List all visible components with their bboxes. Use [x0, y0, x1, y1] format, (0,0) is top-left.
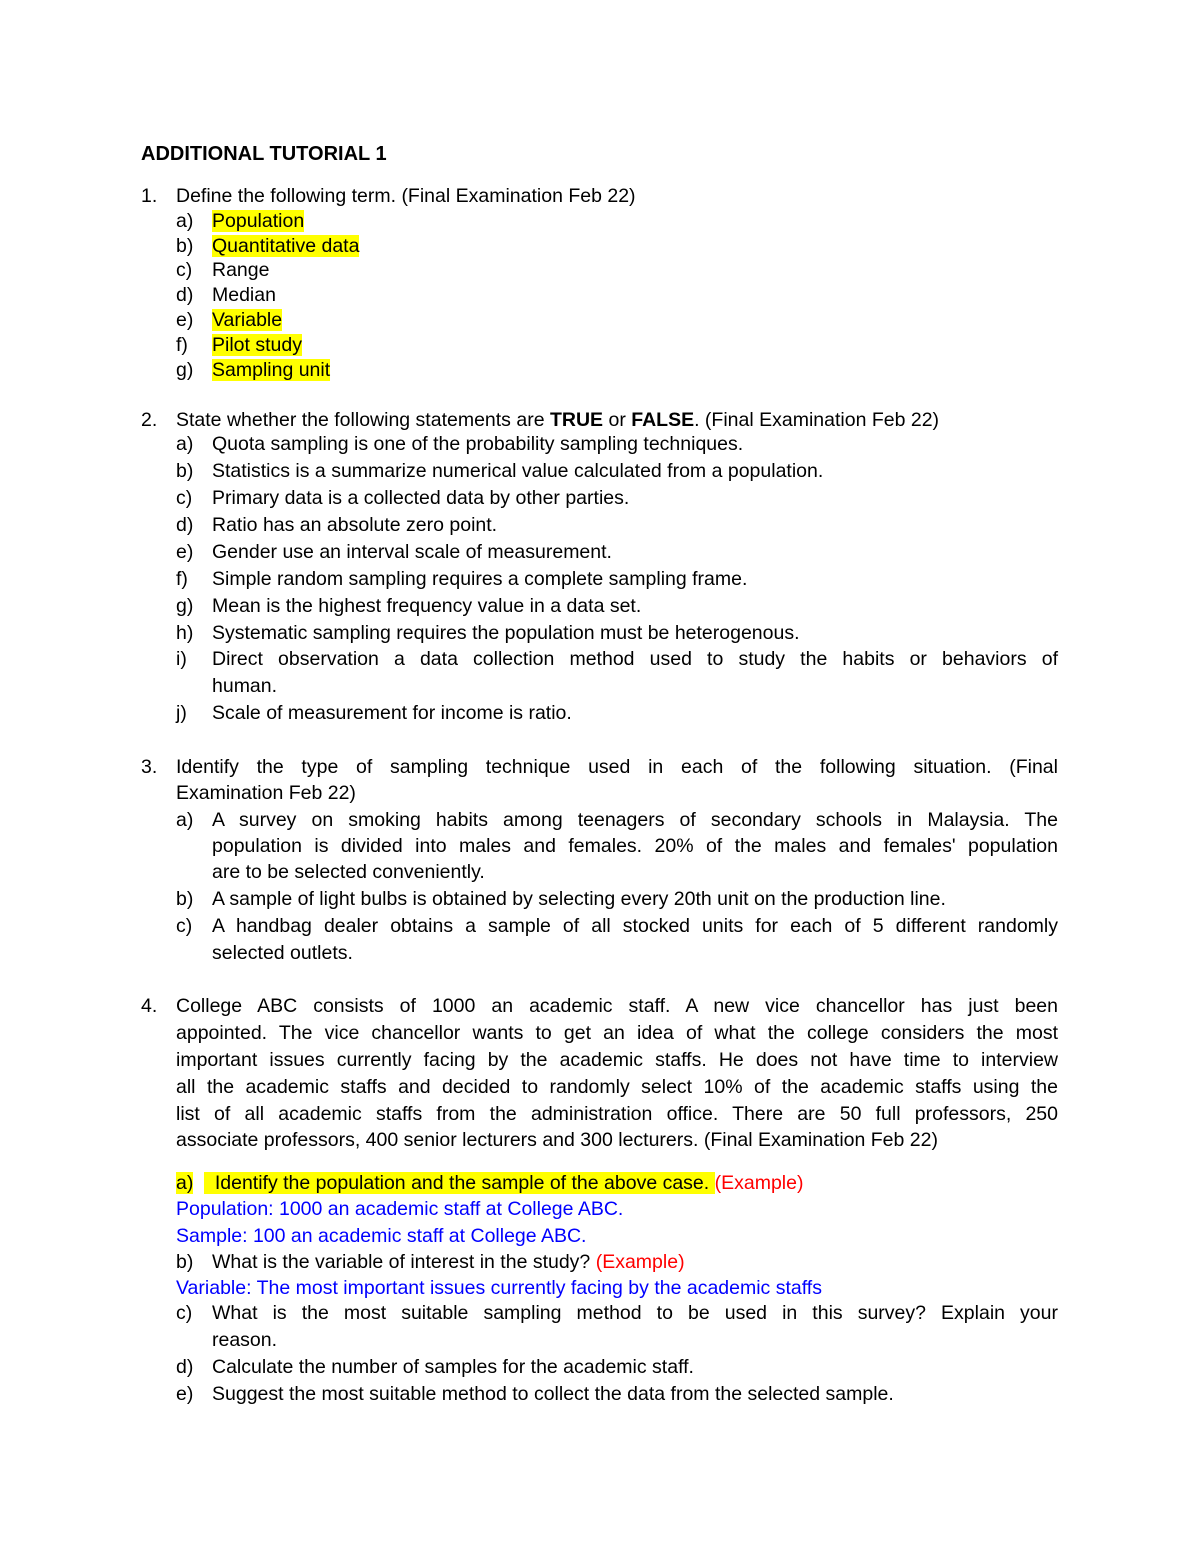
question-text-continued: appointed. The vice chancellor wants to get an idea of what the college considers the most — [176, 1022, 1058, 1044]
item-label: e) — [176, 541, 194, 563]
item-text: Mean is the highest frequency value in a data set. — [212, 595, 642, 617]
item-label: c) — [176, 487, 193, 509]
item-text — [212, 233, 359, 259]
item-text: Primary data is a collected data by other parties. — [212, 487, 630, 509]
question-text-part: . (Final Examination Feb 22) — [694, 409, 940, 431]
question-text: Define the following term. (Final Examination Feb 22) — [176, 185, 636, 207]
item-label: a) — [176, 433, 194, 455]
item-label: e) — [176, 309, 194, 331]
item-text: A handbag dealer obtains a sample of all stocked units for each of 5 different randomly — [212, 915, 1058, 937]
item-text: Gender use an interval scale of measurement. — [212, 541, 612, 563]
item-text-continued: human. — [212, 675, 278, 697]
question-text-continued: Examination Feb 22) — [176, 782, 356, 804]
question-number: 4. — [141, 995, 158, 1017]
highlighted-text — [204, 1172, 715, 1194]
item-text: Systematic sampling requires the population must be heterogenous. — [212, 622, 800, 644]
item-text — [212, 208, 304, 234]
answer-sample: Sample: 100 an academic staff at College ABC. — [176, 1225, 587, 1247]
item-text-continued: selected outlets. — [212, 942, 353, 964]
item-text: Calculate the number of samples for the academic staff. — [212, 1356, 694, 1378]
item-label: e) — [176, 1383, 194, 1405]
item-label: f) — [176, 334, 188, 356]
question-text-continued: associate professors, 400 senior lecturers and 300 lecturers. (Final Examination Feb 22) — [176, 1129, 938, 1151]
item-label: b) — [176, 460, 194, 482]
item-label: b) — [176, 235, 194, 257]
item-label: g) — [176, 359, 194, 381]
answer-population: Population: 1000 an academic staff at College ABC. — [176, 1198, 624, 1220]
item-label: i) — [176, 648, 187, 670]
item-label: c) — [176, 259, 193, 281]
true-keyword: TRUE — [549, 409, 604, 431]
item-label — [176, 1170, 193, 1196]
item-text: Scale of measurement for income is ratio. — [212, 702, 572, 724]
item-text: What is the most suitable sampling method to be used in this survey? Explain your — [212, 1302, 1058, 1324]
question-text: Identify the type of sampling technique used in each of the following situation. (Final — [176, 756, 1058, 778]
item-text: Range — [212, 259, 270, 281]
item-text — [212, 1249, 685, 1275]
question-number: 3. — [141, 756, 158, 778]
item-text-continued: population is divided into males and females. 20% of the males and females' population — [212, 835, 1058, 857]
question-text-continued: important issues currently facing by the academic staffs. He does not have time to interview — [176, 1049, 1058, 1071]
item-label: g) — [176, 595, 194, 617]
item-label: f) — [176, 568, 188, 590]
item-text: Direct observation a data collection method used to study the habits or behaviors of — [212, 648, 1058, 670]
highlighted-text: Quantitative data — [212, 235, 360, 257]
highlighted-text: Population — [212, 210, 305, 232]
item-label: d) — [176, 514, 194, 536]
highlighted-text: Variable — [212, 309, 283, 331]
item-label: b) — [176, 1251, 194, 1273]
item-text: Quota sampling is one of the probability sampling techniques. — [212, 433, 744, 455]
item-label: c) — [176, 915, 193, 937]
item-label: c) — [176, 1302, 193, 1324]
item-label: a) — [176, 809, 194, 831]
question-text-continued: list of all academic staffs from the administration office. There are 50 full professors, 250 — [176, 1103, 1058, 1125]
item-label: a) — [176, 210, 194, 232]
item-label: h) — [176, 622, 194, 644]
answer-variable: Variable: The most important issues currently facing by the academic staffs — [176, 1277, 822, 1299]
question-number: 2. — [141, 409, 158, 431]
item-text-continued: reason. — [212, 1329, 278, 1351]
highlighted-text: Sampling unit — [212, 359, 331, 381]
question-number: 1. — [141, 185, 158, 207]
highlighted-text: Pilot study — [212, 334, 302, 356]
item-label: j) — [176, 702, 187, 724]
question-text: College ABC consists of 1000 an academic staff. A new vice chancellor has just been — [176, 995, 1058, 1017]
item-text-continued: are to be selected conveniently. — [212, 861, 485, 883]
document-title: ADDITIONAL TUTORIAL 1 — [141, 143, 387, 165]
question-text-part: State whether the following statements are — [176, 409, 550, 431]
item-text-content: What is the variable of interest in the study? — [212, 1251, 591, 1273]
item-text: A survey on smoking habits among teenagers of secondary schools in Malaysia. The — [212, 809, 1058, 831]
item-text: Ratio has an absolute zero point. — [212, 514, 498, 536]
question-text — [176, 407, 939, 433]
item-text — [212, 332, 302, 358]
question-text-part: or — [603, 409, 632, 431]
item-label: b) — [176, 888, 194, 910]
item-text: Simple random sampling requires a complete sampling frame. — [212, 568, 748, 590]
item-text: Statistics is a summarize numerical value calculated from a population. — [212, 460, 824, 482]
item-text: Suggest the most suitable method to collect the data from the selected sample. — [212, 1383, 894, 1405]
item-text: A sample of light bulbs is obtained by selecting every 20th unit on the production line. — [212, 888, 946, 910]
question-text-continued: all the academic staffs and decided to randomly select 10% of the academic staffs using the — [176, 1076, 1058, 1098]
item-text: Median — [212, 284, 276, 306]
highlighted-label: a) — [176, 1172, 194, 1194]
item-text — [212, 357, 330, 383]
highlighted-text-content: Identify the population and the sample of the above case. — [214, 1172, 710, 1194]
item-label: d) — [176, 1356, 194, 1378]
example-tag: (Example) — [714, 1172, 804, 1194]
item-text — [204, 1170, 803, 1196]
item-text — [212, 307, 282, 333]
example-tag: (Example) — [595, 1251, 685, 1273]
item-label: d) — [176, 284, 194, 306]
false-keyword: FALSE — [631, 409, 695, 431]
